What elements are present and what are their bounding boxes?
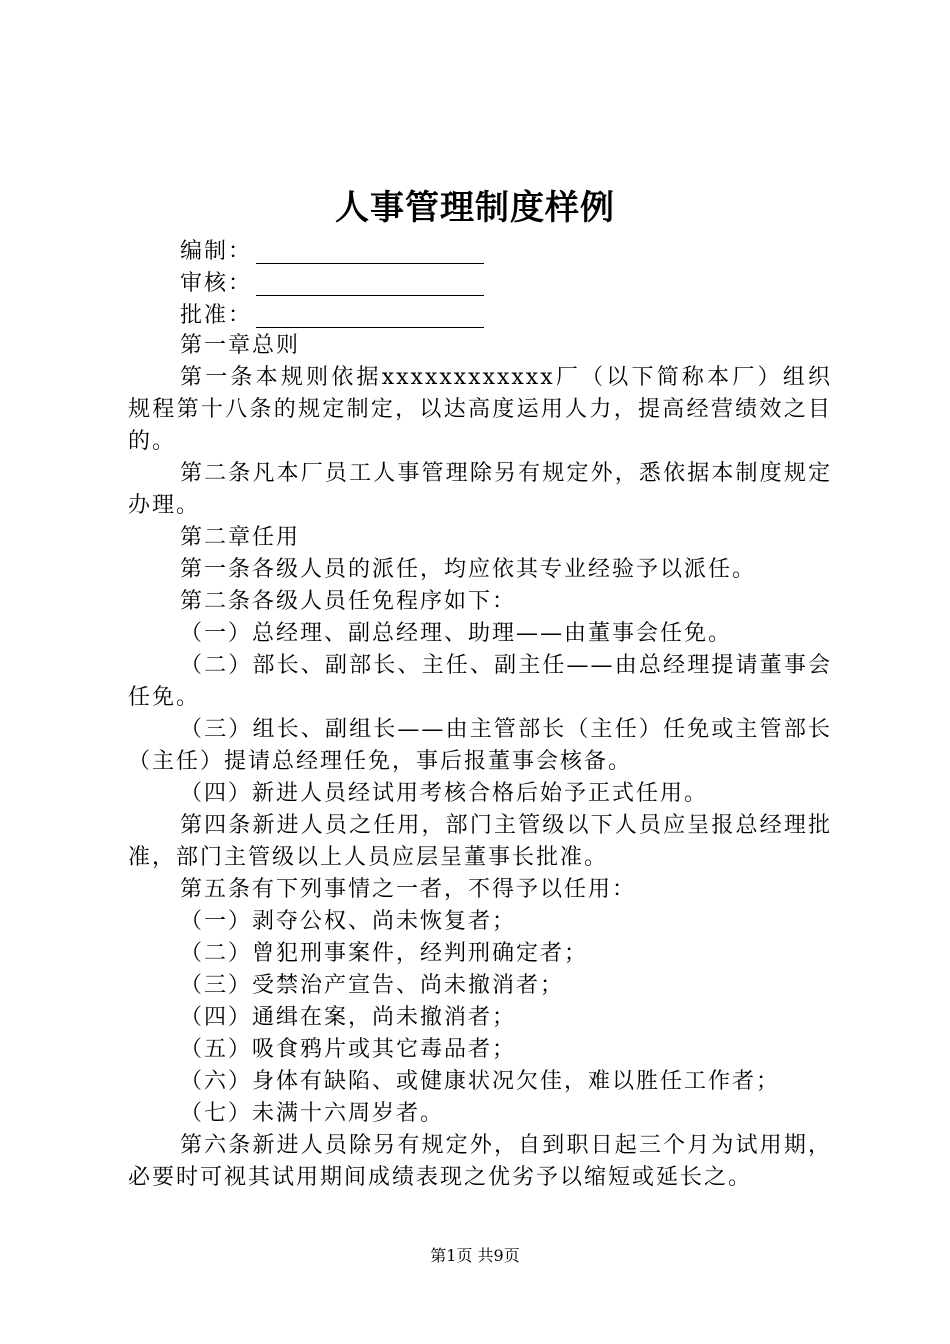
chapter-heading: 第一章总则 (180, 333, 301, 358)
list-item: （一）剥夺公权、尚未恢复者； (180, 909, 517, 934)
article-paragraph: 第一条本规则依据xxxxxxxxxxxx厂（以下简称本厂）组织规程第十八条的规定制定，以达高度运用人力，提高经营绩效之目的。 (128, 365, 832, 454)
chapter-heading: 第二章任用 (180, 525, 301, 550)
sign-field-blank (256, 239, 484, 264)
document-title: 人事管理制度样例 (335, 188, 615, 228)
article-paragraph: 第一条各级人员的派任，均应依其专业经验予以派任。 (180, 557, 757, 582)
list-item: （三）组长、副组长——由主管部长（主任）任免或主管部长（主任）提请总经理任免，事后报董事会核备。 (128, 717, 832, 774)
list-item: （六）身体有缺陷、或健康状况欠佳，难以胜任工作者； (180, 1069, 781, 1094)
page-footer: 第1页 共9页 (430, 1246, 520, 1265)
article-paragraph: 第二条各级人员任免程序如下： (180, 589, 517, 614)
list-item: （五）吸食鸦片或其它毒品者； (180, 1037, 517, 1062)
sign-field-reviewed (180, 268, 484, 300)
list-item: （三）受禁治产宣告、尚未撤消者； (180, 973, 565, 998)
sign-field-blank (256, 303, 484, 328)
article-paragraph: 第二条凡本厂员工人事管理除另有规定外，悉依据本制度规定办理。 (128, 461, 832, 518)
list-item: （一）总经理、副总经理、助理——由董事会任免。 (180, 621, 733, 646)
sign-field-label: 编制： (180, 239, 253, 264)
list-item: （七）未满十六周岁者。 (180, 1101, 445, 1126)
article-paragraph: 第五条有下列事情之一者，不得予以任用： (180, 877, 637, 902)
list-item: （四）通缉在案，尚未撤消者； (180, 1005, 517, 1030)
sign-field-compiled (180, 236, 484, 268)
list-item: （四）新进人员经试用考核合格后始予正式任用。 (180, 781, 709, 806)
sign-field-blank (256, 271, 484, 296)
sign-field-approved (180, 300, 484, 332)
list-item: （二）部长、副部长、主任、副主任——由总经理提请董事会任免。 (128, 653, 832, 710)
sign-field-label: 审核： (180, 271, 253, 296)
list-item: （二）曾犯刑事案件，经判刑确定者； (180, 941, 589, 966)
document-body (128, 330, 832, 1194)
sign-field-label: 批准： (180, 303, 253, 328)
article-paragraph: 第四条新进人员之任用，部门主管级以下人员应呈报总经理批准，部门主管级以上人员应层呈董事长批准。 (128, 813, 832, 870)
sign-off-block (180, 236, 484, 332)
article-paragraph: 第六条新进人员除另有规定外，自到职日起三个月为试用期，必要时可视其试用期间成绩表现之优劣予以缩短或延长之。 (128, 1133, 832, 1190)
